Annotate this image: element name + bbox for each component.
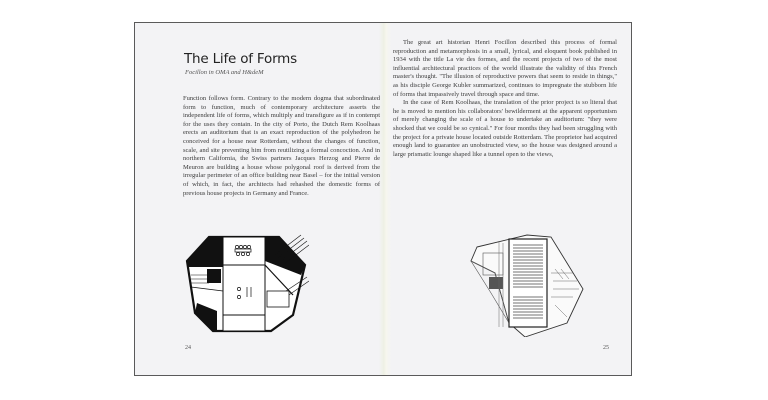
left-page [135,23,383,375]
page-number: 24 [185,345,191,351]
paragraph: Function follows form. Contrary to the modern dogma that subordinated form to function, much of contemporary architecture asserts the independent life of forms, which multiply and transfigure as if in contempt for the uses they contain. In the city of Porto, the Dutch Rem Koolhaas erects an auditorium that is an exact reproduction of the polyhedron he conceived for a house near Rotterdam, without the changes of function, scale, and site preventing him from reutilizing a formal concoction. And in northern California, the Swiss partners Jacques Herzog and Pierre de Meuron are building a house whose polygonal roof is derived from the irregular perimeter of an office building near Basel – for the initial version of which, in fact, the architects had rehashed the domestic forms of previous house projects in Germany and France. [183,95,380,197]
paragraph: The great art historian Henri Focillon described this process of formal reproduction and metamorphosis in a small, lyrical, and eloquent book published in 1934 with the title La vie des formes, and the recent projects of two of the most influential architectural practices of the world illustrate the validity of this French master's thought. "The illusion of reproductive powers that seem to reside in things," as his disciple George Kubler summarized, continues to impregnate the stubborn life of forms that impassively travel through space and time. [393,39,617,98]
chapter-subtitle: Focillon in OMA and H&deM [185,69,264,76]
floor-plan-polygonal-house-figure [183,231,309,335]
right-page [385,23,631,375]
floor-plan-auditorium-figure [469,233,587,337]
page-number: 25 [603,345,609,351]
paragraph: In the case of Rem Koolhaas, the translation of the prior project is so literal that he is moved to mention his collaborators' bewilderment at the apparent opportunism of merely changing the scale of a house to undertake an auditorium: "they were shocked that we could be so cynical." For four months they had been struggling with the project for a private house located outside Rotterdam. The proprietor had acquired enough land to guarantee an unobstructed view, so the house was designed around a large prismatic lounge shaped like a tunnel open to the views, [393,99,617,158]
right-page-body [393,39,617,159]
chapter-title: The Life of Forms [184,51,297,67]
left-page-body [183,95,380,198]
book-spread [134,22,632,376]
